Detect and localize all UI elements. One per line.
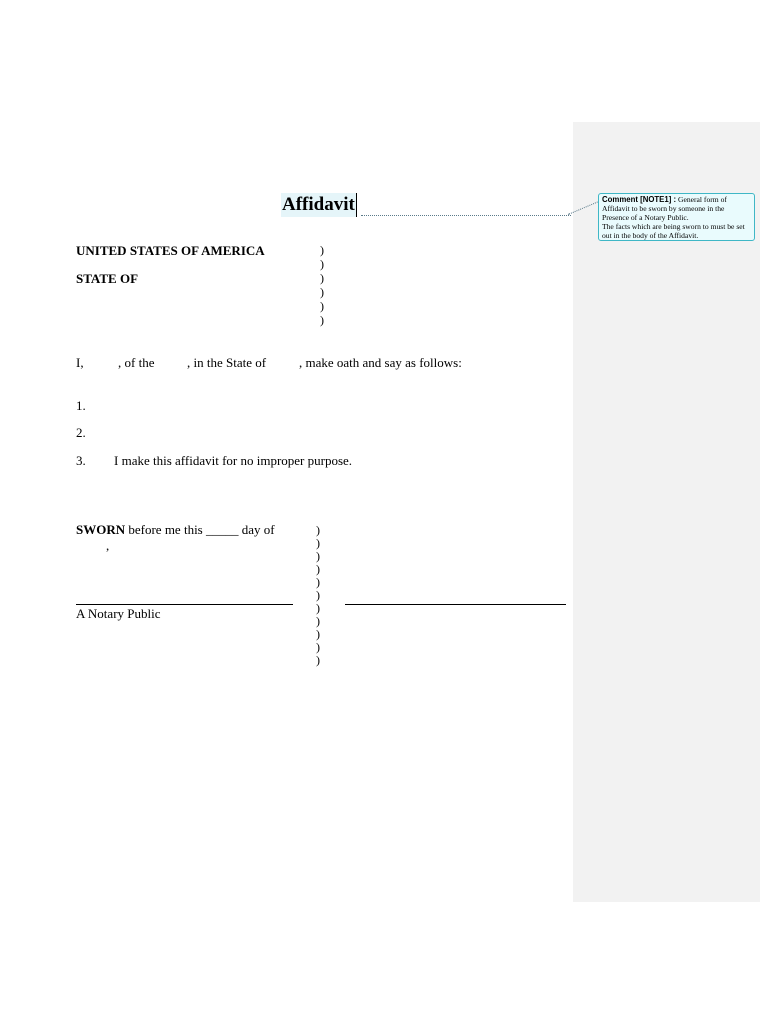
caption-bracket: ): [320, 271, 324, 285]
comment-connector-line: [361, 215, 571, 217]
sworn-rest: before me this _____ day of: [125, 522, 275, 537]
caption-bracket: ): [320, 285, 324, 299]
item-number: 1.: [76, 398, 86, 413]
jurat-bracket: ): [316, 640, 320, 654]
document-title[interactable]: Affidavit: [282, 194, 355, 215]
caption-bracket: ): [320, 313, 324, 327]
notary-label: A Notary Public: [76, 606, 161, 621]
comment-text: General form of Affidavit to be sworn by someone in the Presence of a Notary Public. The facts which are being sworn to must be set out in the body of the Affidavit.: [602, 195, 745, 240]
jurat-bracket: ): [316, 653, 320, 667]
caption-bracket: ): [320, 299, 324, 313]
jurat-bracket: ): [316, 627, 320, 641]
sworn-comma: ,: [106, 538, 110, 553]
oath-in-state: , in the State of: [187, 355, 267, 370]
deponent-signature-line: [345, 604, 566, 605]
jurat-bracket: ): [316, 601, 320, 615]
jurat-bracket: ): [316, 549, 320, 563]
oath-i: I,: [76, 355, 84, 370]
sworn-bold: SWORN: [76, 522, 126, 537]
item-text: I make this affidavit for no improper purpose.: [114, 453, 353, 468]
jurat-bracket: ): [316, 562, 320, 576]
jurat-bracket: ): [316, 575, 320, 589]
jurat-bracket: ): [316, 523, 320, 537]
comment-label: Comment [NOTE1] :: [602, 195, 677, 204]
item-number: 2.: [76, 425, 86, 440]
jurat-bracket: ): [316, 614, 320, 628]
jurat-bracket: ): [316, 588, 320, 602]
caption-bracket: ): [320, 243, 324, 257]
oath-of-the: , of the: [118, 355, 155, 370]
jurat-bracket: ): [316, 536, 320, 550]
country-heading: UNITED STATES OF AMERICA: [76, 243, 265, 258]
item-number: 3.: [76, 453, 86, 468]
state-heading: STATE OF: [76, 271, 139, 286]
sworn-statement: [76, 522, 275, 537]
oath-make-oath: , make oath and say as follows:: [299, 355, 462, 370]
caption-bracket: ): [320, 257, 324, 271]
notary-signature-line: [76, 604, 293, 605]
comment-balloon[interactable]: [598, 193, 755, 241]
